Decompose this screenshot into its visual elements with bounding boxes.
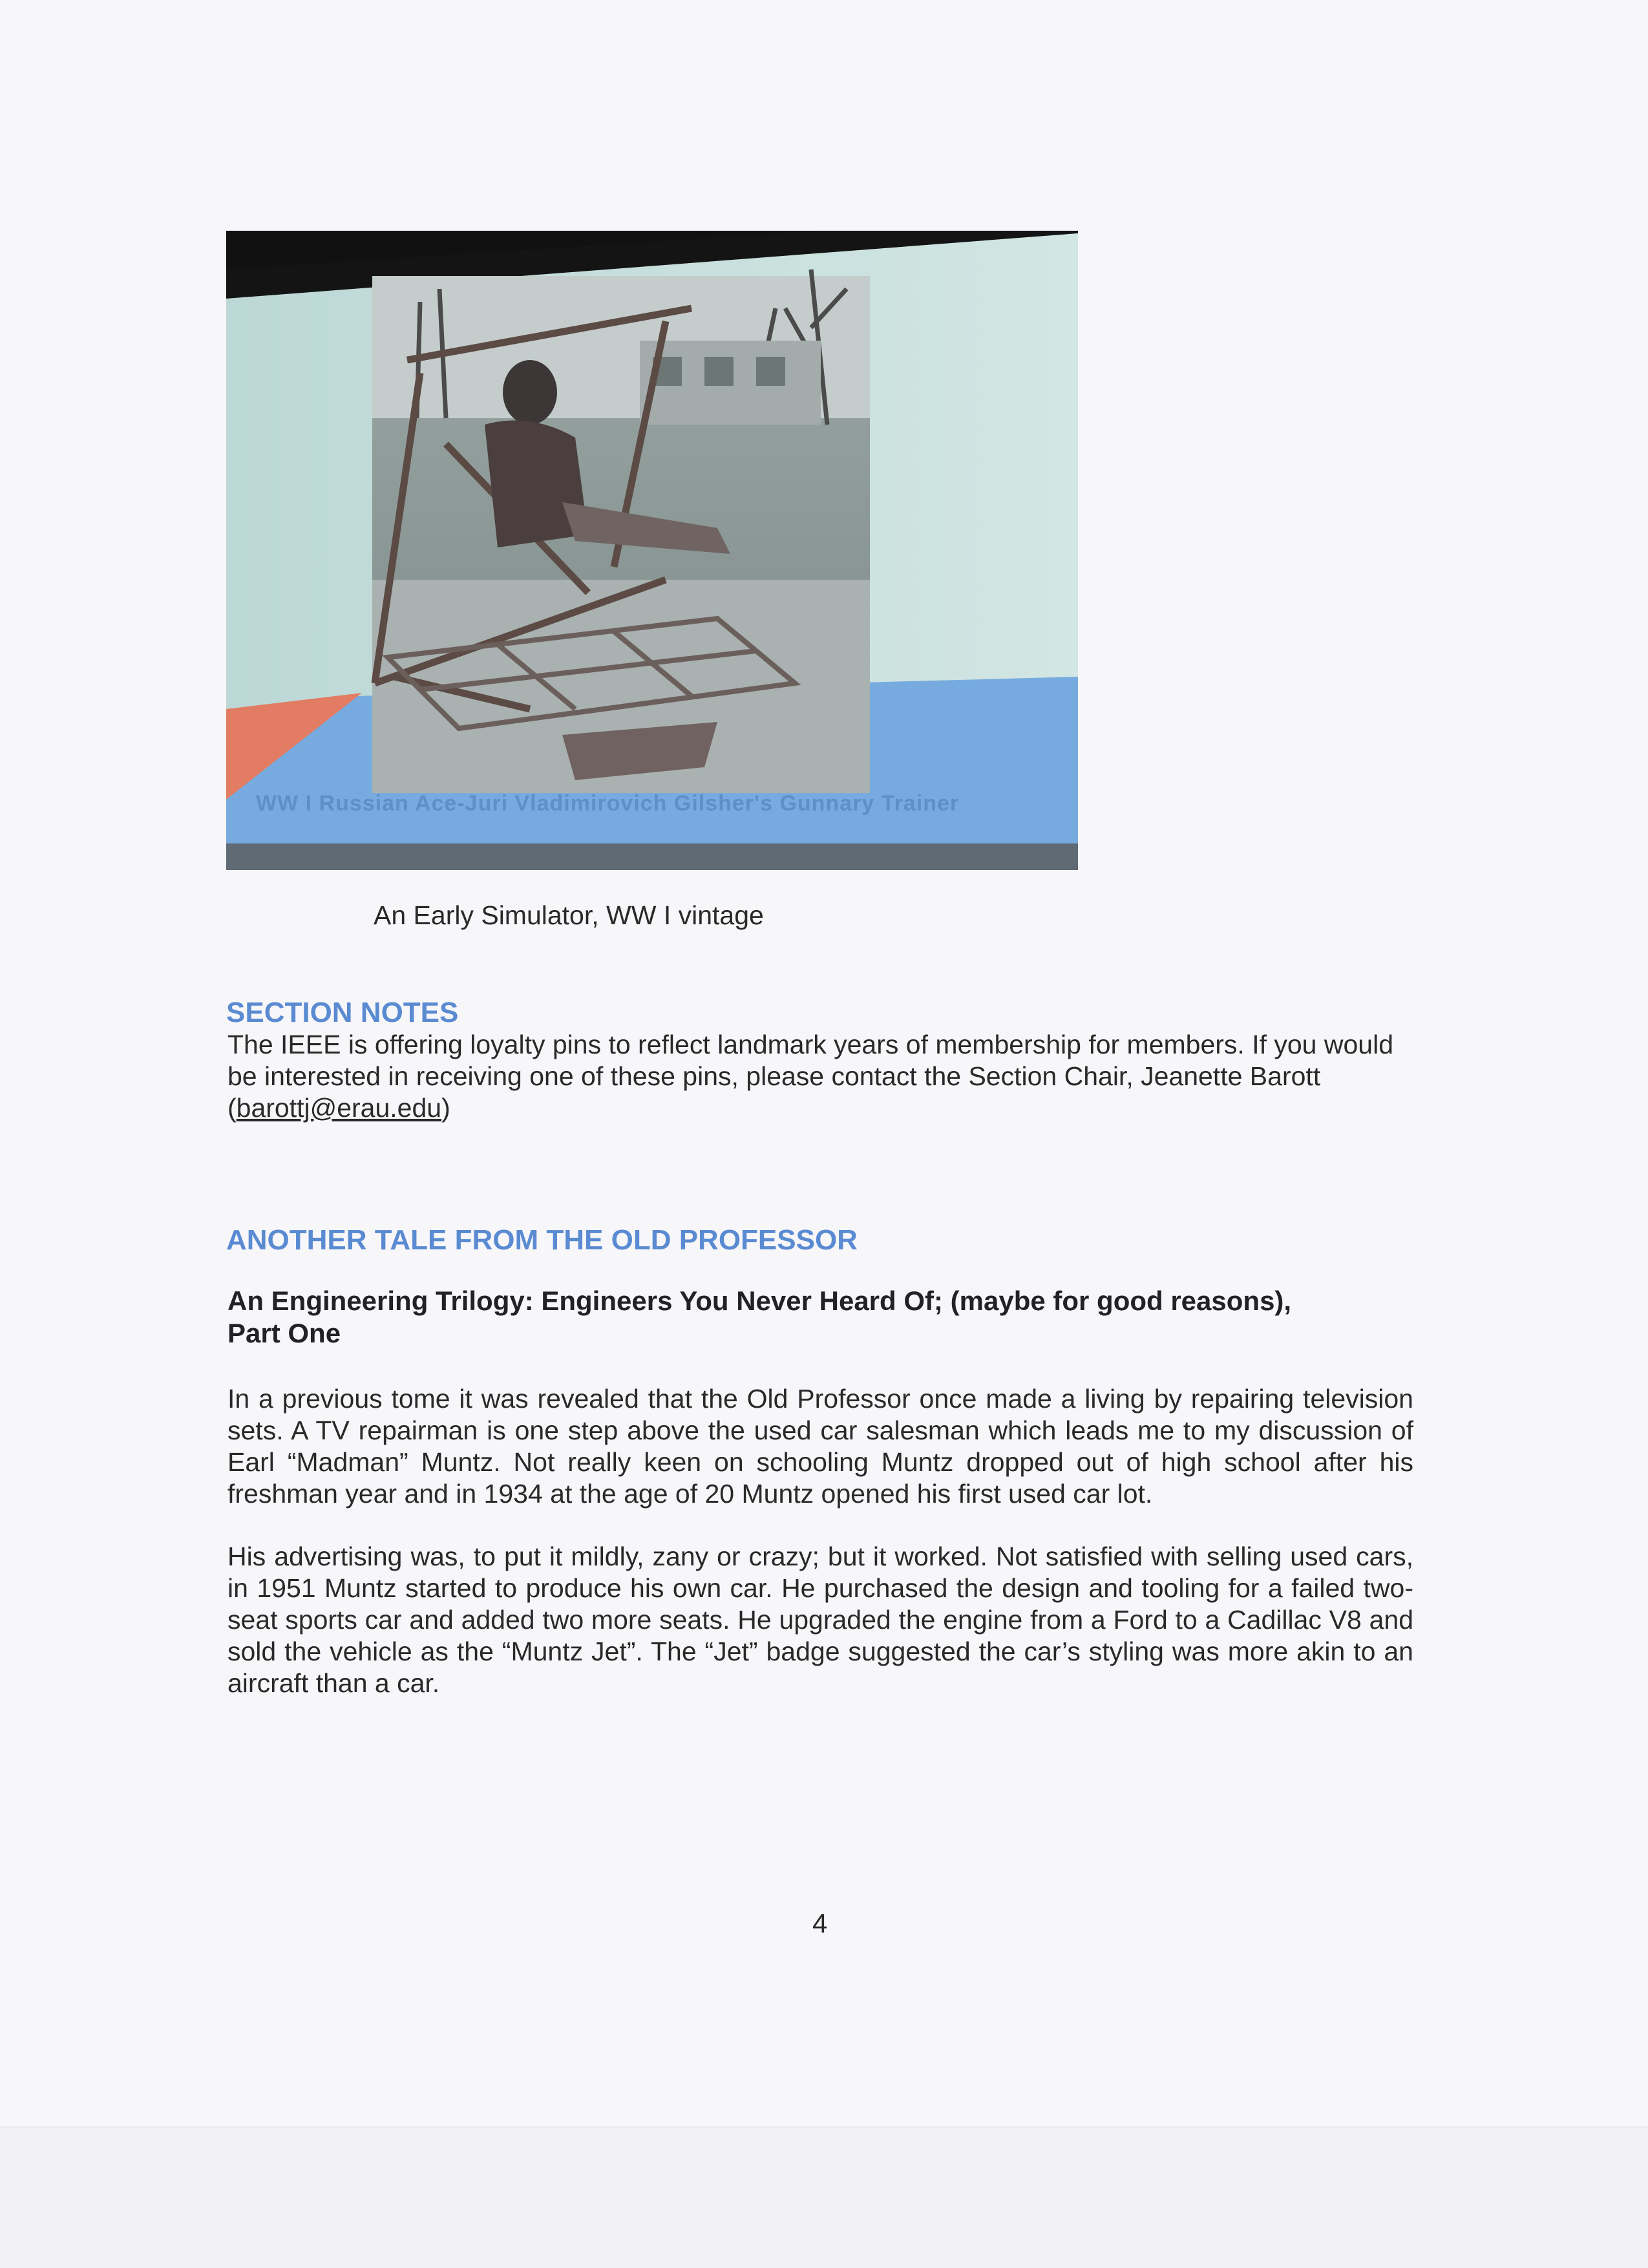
article-paragraph-1: In a previous tome it was revealed that the Old Professor once made a living by repairing television sets. A TV repairman is one step above the used car salesman which leads me to my discussion of Earl “Madman” Muntz. Not really keen on schooling Muntz dropped out of high school after his freshman year and in 1934 at the age of 20 Muntz opened his first used car lot.: [227, 1384, 1413, 1509]
simulator-photo: [226, 231, 1078, 870]
section-notes-text: [227, 1029, 1413, 1124]
article-subtitle: [227, 1285, 1413, 1350]
article-subtitle-line2: Part One: [227, 1318, 341, 1348]
section-notes-heading: SECTION NOTES: [226, 997, 459, 1028]
section-notes-text-part2: ): [441, 1093, 450, 1123]
page-number: 4: [812, 1908, 828, 1938]
scan-bottom-edge: [0, 2126, 1648, 2268]
article-paragraph-2: His advertising was, to put it mildly, zany or crazy; but it worked. Not satisfied with selling used cars, in 1951 Muntz started to produce his own car. He purchased the design and tooling for a failed two-seat sports car and added two more seats. He upgraded the engine from a Ford to a Cadillac V8 and sold the vehicle as the “Muntz Jet”. The “Jet” badge suggested the car’s styling was more akin to an aircraft than a car.: [227, 1542, 1413, 1698]
photo-embedded-caption: WW I Russian Ace-Juri Vladimirovich Gilsher's Gunnary Trainer: [256, 791, 960, 816]
section-chair-email-link[interactable]: barottj@erau.edu: [236, 1093, 442, 1123]
simulator-photo-image: [226, 231, 1078, 870]
photo-caption: An Early Simulator, WW I vintage: [374, 900, 764, 930]
article-heading: ANOTHER TALE FROM THE OLD PROFESSOR: [226, 1224, 858, 1256]
article-subtitle-line1: An Engineering Trilogy: Engineers You Never Heard Of; (maybe for good reasons),: [227, 1286, 1292, 1316]
section-notes-text-part1: The IEEE is offering loyalty pins to reflect landmark years of membership for members. If you would be interested in receiving one of these pins, please contact the Section Chair, Jeanette Barott (: [227, 1030, 1393, 1123]
